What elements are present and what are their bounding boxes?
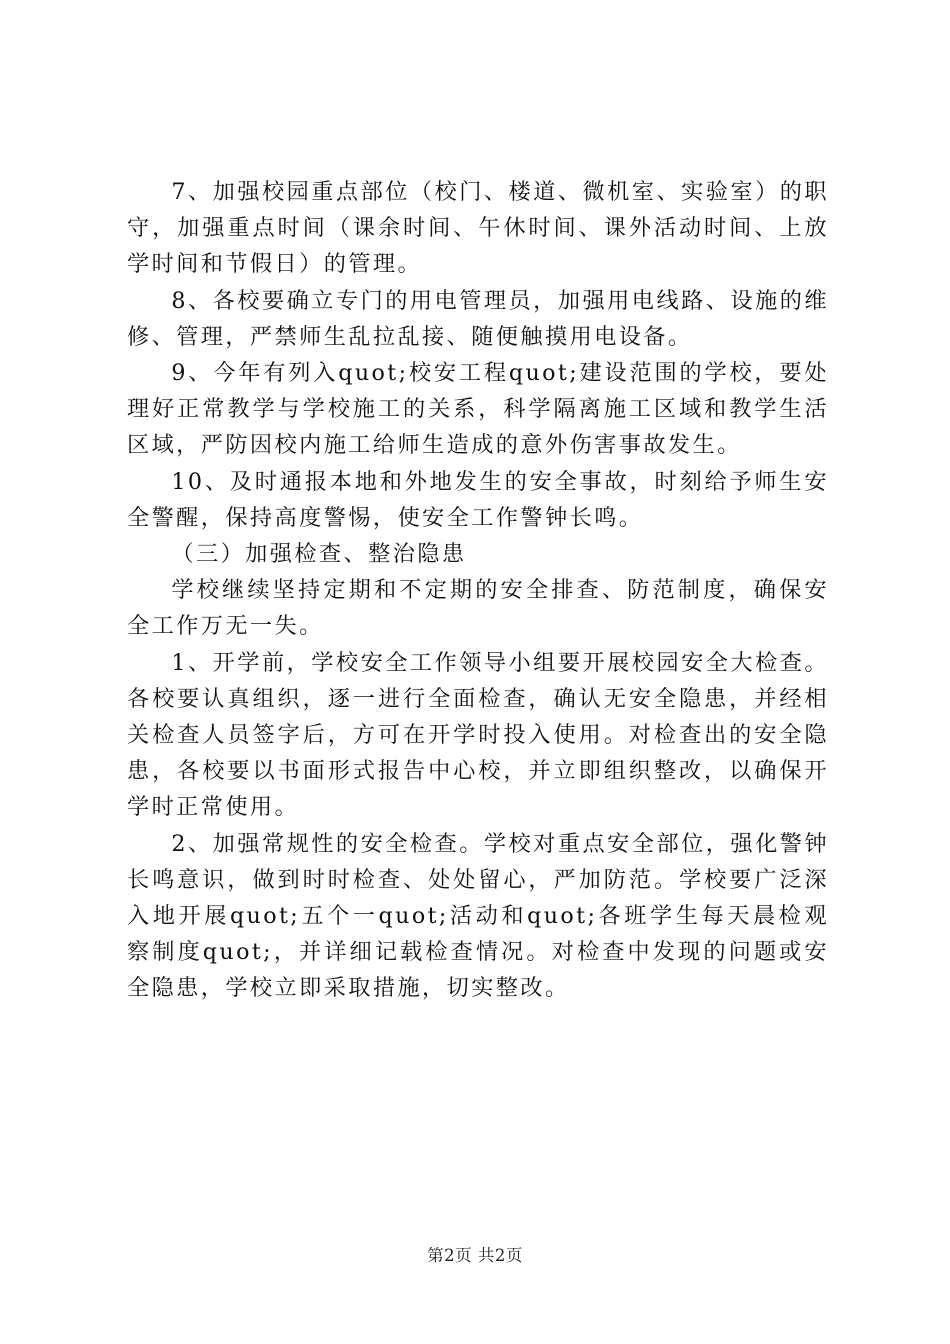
paragraph-item-7: 7、加强校园重点部位（校门、楼道、微机室、实验室）的职守，加强重点时间（课余时间、午休时间、课外活动时间、上放学时间和节假日）的管理。 — [127, 179, 829, 278]
page-footer: 第2页 共2页 — [427, 1246, 523, 1265]
section-intro-paragraph: 学校继续坚持定期和不定期的安全排查、防范制度，确保安全工作万无一失。 — [127, 577, 829, 640]
section-heading: （三）加强检查、整治隐患 — [171, 541, 467, 568]
paragraph-item-10: 10、及时通报本地和外地发生的安全事故，时刻给予师生安全警醒，保持高度警惕，使安全工作警钟长鸣。 — [127, 468, 829, 531]
document-body — [127, 174, 829, 1007]
paragraph-item-1: 1、开学前，学校安全工作领导小组要开展校园安全大检查。各校要认真组织，逐一进行全面检查，确认无安全隐患，并经相关检查人员签字后，方可在开学时投入使用。对检查出的安全隐患，各校要以书面形式报告中心校，并立即组织整改，以确保开学时正常使用。 — [127, 649, 829, 821]
paragraph-item-8: 8、各校要确立专门的用电管理员，加强用电线路、设施的维修、管理，严禁师生乱拉乱接、随便触摸用电设备。 — [127, 287, 829, 350]
paragraph-item-9: 9、今年有列入quot;校安工程quot;建设范围的学校，要处理好正常教学与学校施工的关系，科学隔离施工区域和教学生活区域，严防因校内施工给师生造成的意外伤害事故发生。 — [127, 360, 829, 459]
paragraph-item-2: 2、加强常规性的安全检查。学校对重点安全部位，强化警钟长鸣意识，做到时时检查、处处留心，严加防范。学校要广泛深入地开展quot;五个一quot;活动和quot;各班学生每天晨检观察制度quot;，并详细记载检查情况。对检查中发现的问题或安全隐患，学校立即采取措施，切实整改。 — [127, 830, 829, 1002]
